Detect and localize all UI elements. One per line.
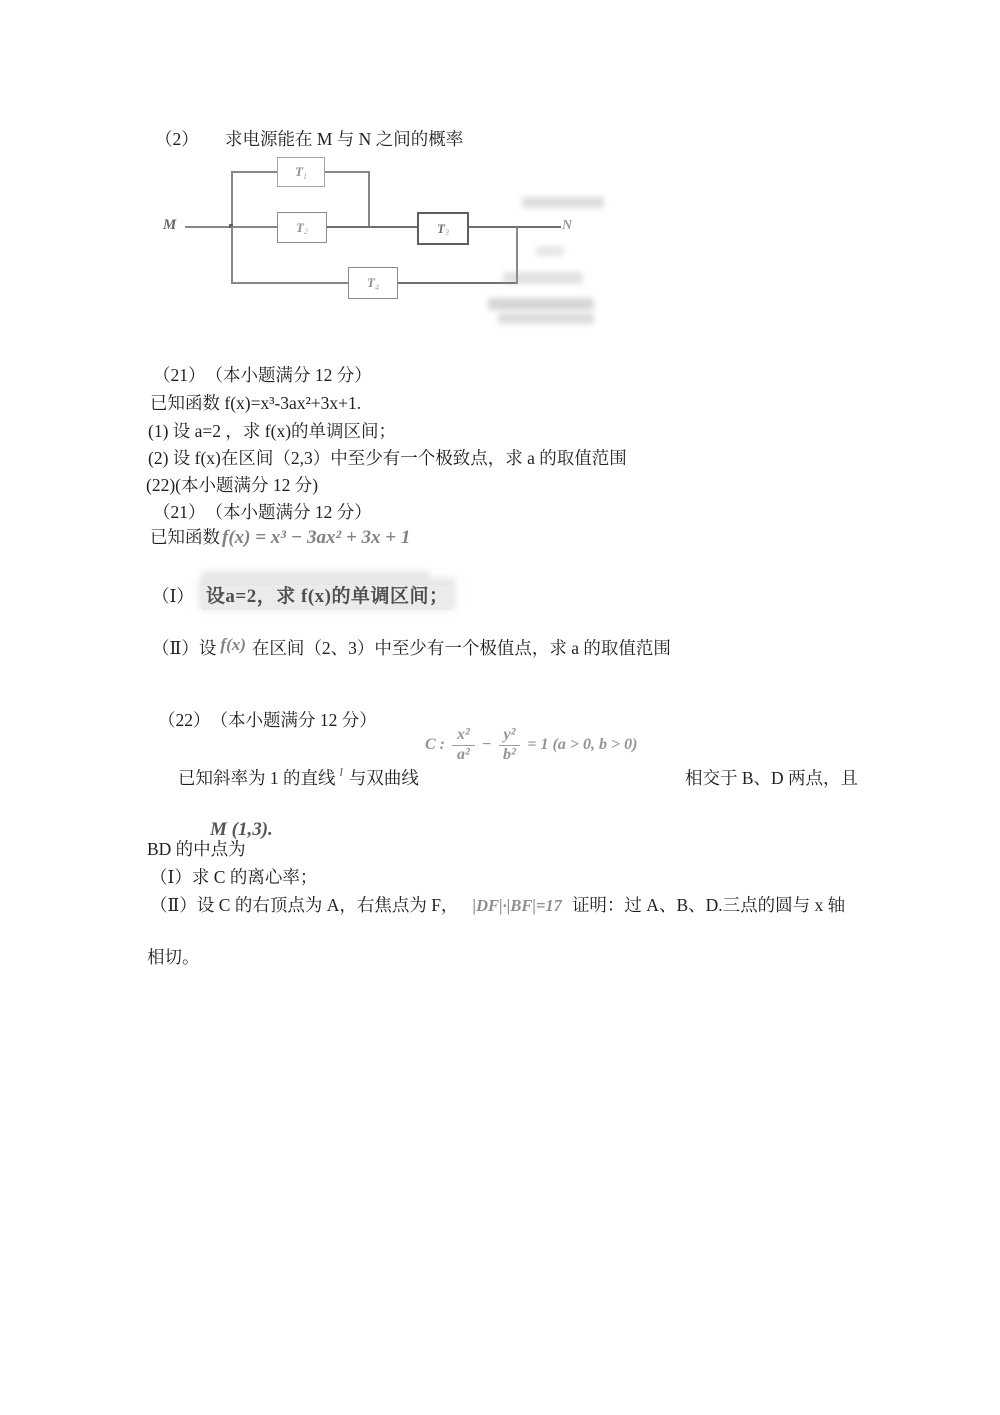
- scan-artifact: [503, 272, 583, 284]
- circuit-wire: [231, 282, 348, 284]
- circuit-wire: [398, 282, 518, 284]
- q21-function-def: 已知函数 f(x)=x³-3ax²+3x+1.: [150, 393, 362, 413]
- q21-scan-part1-line: [152, 585, 452, 610]
- circuit-wire: [231, 226, 277, 228]
- line-variable-l: l: [339, 765, 343, 779]
- circuit-node-n-label: N: [562, 218, 573, 233]
- circuit-box-t1: T 1: [277, 157, 325, 187]
- equation-lead: C :: [425, 736, 445, 754]
- q21-scan-intro: 已知函数: [150, 527, 220, 547]
- circuit-wire: [368, 171, 370, 227]
- scan-artifact: [488, 298, 594, 310]
- equation-tail: = 1 (a > 0, b > 0): [527, 736, 638, 754]
- scan-artifact: [202, 571, 430, 580]
- q21-scan-part2-line: [152, 637, 671, 660]
- scan-artifact: [536, 246, 564, 256]
- scan-artifact: [522, 197, 604, 208]
- q22-heading: （22） （本小题满分 12 分）: [158, 710, 377, 730]
- midpoint-prefix: BD 的中点为: [147, 839, 246, 859]
- q22-part1: （Ⅰ）求 C 的离心率；: [150, 867, 318, 887]
- q22-part2-prefix: （Ⅱ）设 C 的右顶点为 A，右焦点为 F，: [150, 895, 459, 915]
- circuit-box-t2-label: T: [296, 219, 304, 235]
- df-bf-formula: |DF|·|BF|=17: [472, 896, 562, 915]
- circuit-wire: [327, 226, 417, 228]
- circuit-box-t4: T 4: [348, 267, 398, 299]
- q22-part2-suffix: 证明：过 A、B、D.三点的圆与 x 轴: [571, 895, 846, 915]
- minus-sign: −: [481, 736, 492, 754]
- q21-scan-heading: （21） （本小题满分 12 分）: [153, 502, 372, 522]
- q22-intro-left-line: [178, 767, 419, 790]
- circuit-box-t3: T 3: [417, 212, 469, 245]
- circuit-wire: [231, 171, 277, 173]
- q21-part1: (1) 设 a=2 ，求 f(x)的单调区间；: [148, 421, 397, 441]
- circuit-wire: [185, 226, 232, 228]
- q21-part2: (2) 设 f(x)在区间（2,3）中至少有一个极致点，求 a 的取值范围: [148, 448, 627, 468]
- q21-heading: （21） （本小题满分 12 分）: [153, 365, 372, 385]
- q22-intro-right: 相交于 B、D 两点，且: [685, 768, 859, 788]
- q21-scan-part2-formula: f(x): [220, 635, 246, 654]
- q22-closing: 相切。: [147, 947, 200, 967]
- q22-intro-mid: 与双曲线: [348, 768, 419, 788]
- circuit-box-t2: T 2: [277, 212, 327, 243]
- scan-artifact: [498, 313, 594, 324]
- question2-prompt: （2） 求电源能在 M 与 N 之间的概率: [155, 129, 464, 149]
- q21-scan-part1-label: （Ⅰ）: [152, 586, 194, 606]
- circuit-box-t1-label: T: [295, 164, 303, 179]
- circuit-box-t3-label: T: [437, 220, 445, 236]
- q21-scan-part2-prefix: （Ⅱ）设: [152, 638, 217, 658]
- circuit-node-m-label: M: [163, 217, 177, 233]
- q22-part2-line: [150, 894, 845, 917]
- fraction-y2-b2: $\frac{\text{y²}}{\text{b²}}$: [499, 727, 521, 764]
- q21-scan-part1-text: 设a=2，求 f(x)的单调区间；: [202, 585, 453, 610]
- q22-typed-heading: (22)(本小题满分 12 分): [146, 475, 319, 495]
- q21-scan-formula: f(x) = x³ − 3ax² + 3x + 1: [222, 527, 411, 548]
- circuit-box-t4-label: T: [367, 275, 375, 290]
- circuit-wire: [324, 171, 370, 173]
- midpoint-formula: M (1,3).: [210, 819, 273, 840]
- q21-scan-function-line: [150, 526, 410, 551]
- q22-intro-left: 已知斜率为 1 的直线: [178, 768, 336, 788]
- circuit-wire: [467, 226, 561, 228]
- hyperbola-equation: [425, 727, 637, 764]
- q21-scan-part2-rest: 在区间（2、3）中至少有一个极值点，求 a 的取值范围: [251, 638, 671, 658]
- fraction-x2-a2: $\frac{\text{x²}}{\text{a²}}$: [452, 727, 475, 764]
